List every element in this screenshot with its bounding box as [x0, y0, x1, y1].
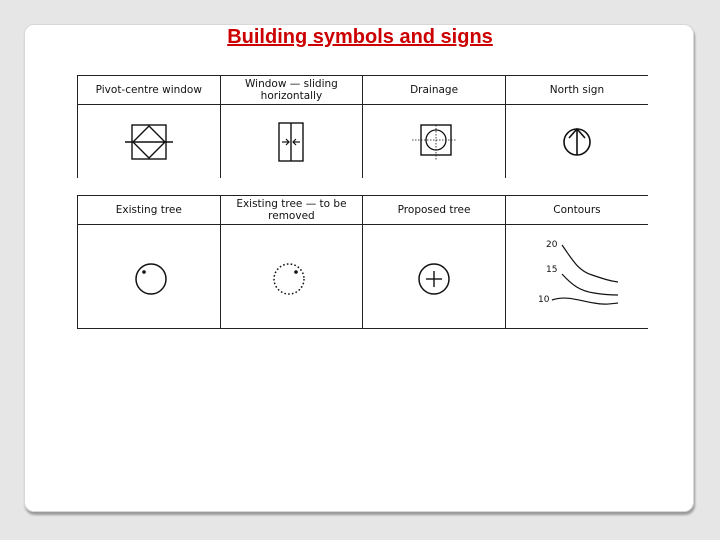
table-symbol-row	[78, 225, 649, 329]
symbol-cell	[505, 225, 648, 329]
north-sign-icon	[547, 117, 607, 167]
slide-title: Building symbols and signs	[227, 26, 493, 48]
header-cell: Existing tree	[78, 196, 221, 225]
table-symbol-row	[78, 105, 649, 179]
symbol-cell	[220, 105, 363, 179]
symbols-table-2	[77, 195, 648, 329]
contour-label-10: 10	[537, 294, 550, 305]
symbols-table-1	[77, 75, 648, 178]
pivot-centre-window-icon	[119, 117, 179, 167]
header-cell: Proposed tree	[363, 196, 506, 225]
symbol-cell	[505, 105, 648, 179]
header-cell: Pivot-centre window	[78, 76, 221, 105]
table-header-row	[78, 196, 649, 225]
symbol-cell	[363, 105, 506, 179]
drainage-icon	[404, 117, 464, 167]
sliding-window-icon	[261, 117, 321, 167]
contour-label-15: 15	[545, 264, 558, 275]
header-cell: Drainage	[363, 76, 506, 105]
symbol-cell	[78, 105, 221, 179]
existing-tree-icon	[119, 252, 179, 302]
contour-label-20: 20	[545, 239, 558, 250]
header-cell: North sign	[505, 76, 648, 105]
contours-icon	[506, 227, 648, 327]
header-cell: Existing tree — to be removed	[220, 196, 363, 225]
header-cell: Contours	[505, 196, 648, 225]
proposed-tree-icon	[404, 252, 464, 302]
symbol-cell	[78, 225, 221, 329]
tree-to-be-removed-icon	[261, 252, 321, 302]
table-header-row	[78, 76, 649, 105]
symbol-cell	[363, 225, 506, 329]
header-cell: Window — sliding horizontally	[220, 76, 363, 105]
symbol-cell	[220, 225, 363, 329]
